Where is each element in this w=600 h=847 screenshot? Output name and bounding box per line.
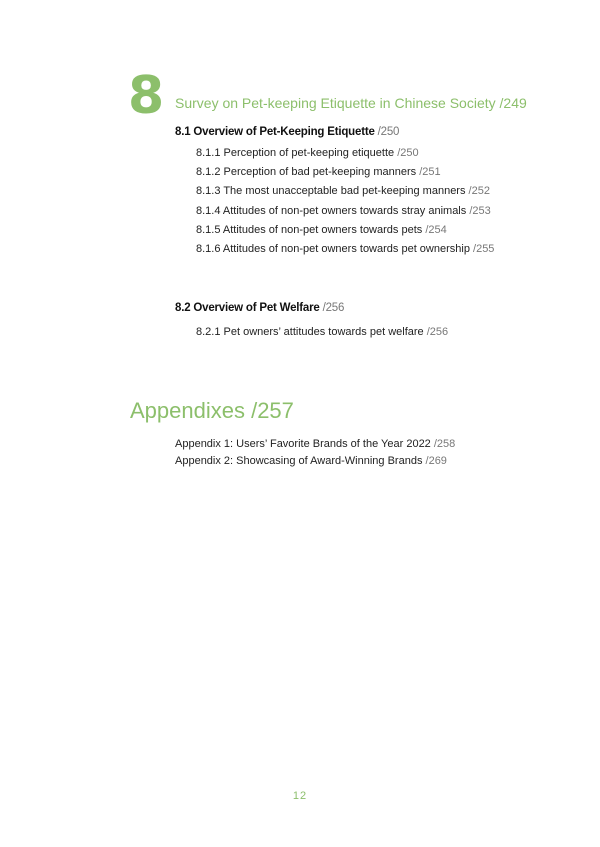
appendix-page-ref: /269 bbox=[425, 455, 447, 467]
page-number: 12 bbox=[292, 790, 308, 802]
toc-item-label: 8.1.4 Attitudes of non-pet owners towards stray animals bbox=[196, 205, 467, 217]
toc-item-8-1-3[interactable] bbox=[196, 184, 490, 199]
toc-item-8-1-5[interactable] bbox=[196, 223, 447, 238]
appendix-label: Appendix 2: Showcasing of Award-Winning Brands bbox=[175, 455, 423, 467]
toc-item-page-ref: /255 bbox=[473, 243, 495, 255]
toc-item-8-1-2[interactable] bbox=[196, 165, 441, 180]
toc-item-page-ref: /252 bbox=[468, 185, 490, 197]
chapter-number: 8 bbox=[128, 66, 165, 126]
section-page-ref: /256 bbox=[322, 302, 345, 314]
section-label: 8.1 Overview of Pet-Keeping Etiquette bbox=[175, 126, 375, 138]
toc-item-label: 8.1.5 Attitudes of non-pet owners towards pets bbox=[196, 224, 423, 236]
appendixes-heading: Appendixes /257 bbox=[130, 398, 294, 423]
toc-item-8-2-1[interactable] bbox=[196, 325, 448, 340]
toc-appendix-1[interactable] bbox=[175, 437, 455, 452]
section-label: 8.2 Overview of Pet Welfare bbox=[175, 302, 320, 314]
section-page-ref: /250 bbox=[377, 126, 400, 138]
toc-item-page-ref: /251 bbox=[419, 166, 441, 178]
appendix-label: Appendix 1: Users’ Favorite Brands of the Year 2022 bbox=[175, 438, 431, 450]
toc-section-8-2[interactable] bbox=[175, 301, 344, 316]
toc-item-page-ref: /254 bbox=[425, 224, 447, 236]
toc-item-8-1-1[interactable] bbox=[196, 146, 419, 161]
toc-section-8-1[interactable] bbox=[175, 125, 399, 140]
toc-item-label: 8.1.1 Perception of pet-keeping etiquette bbox=[196, 147, 395, 159]
toc-item-page-ref: /253 bbox=[469, 205, 491, 217]
appendix-page-ref: /258 bbox=[433, 438, 456, 450]
chapter-title: Survey on Pet-keeping Etiquette in Chinese Society /249 bbox=[175, 95, 527, 111]
toc-item-8-1-6[interactable] bbox=[196, 242, 494, 257]
toc-item-8-1-4[interactable] bbox=[196, 204, 491, 219]
toc-item-label: 8.1.2 Perception of bad pet-keeping manners bbox=[196, 166, 417, 178]
toc-item-label: 8.2.1 Pet owners’ attitudes towards pet welfare bbox=[196, 326, 424, 338]
toc-item-page-ref: /256 bbox=[426, 326, 449, 338]
toc-item-page-ref: /250 bbox=[397, 147, 419, 159]
toc-appendix-2[interactable] bbox=[175, 454, 447, 469]
toc-item-label: 8.1.6 Attitudes of non-pet owners towards pet ownership bbox=[196, 243, 470, 255]
toc-item-label: 8.1.3 The most unacceptable bad pet-keeping manners bbox=[196, 185, 466, 197]
